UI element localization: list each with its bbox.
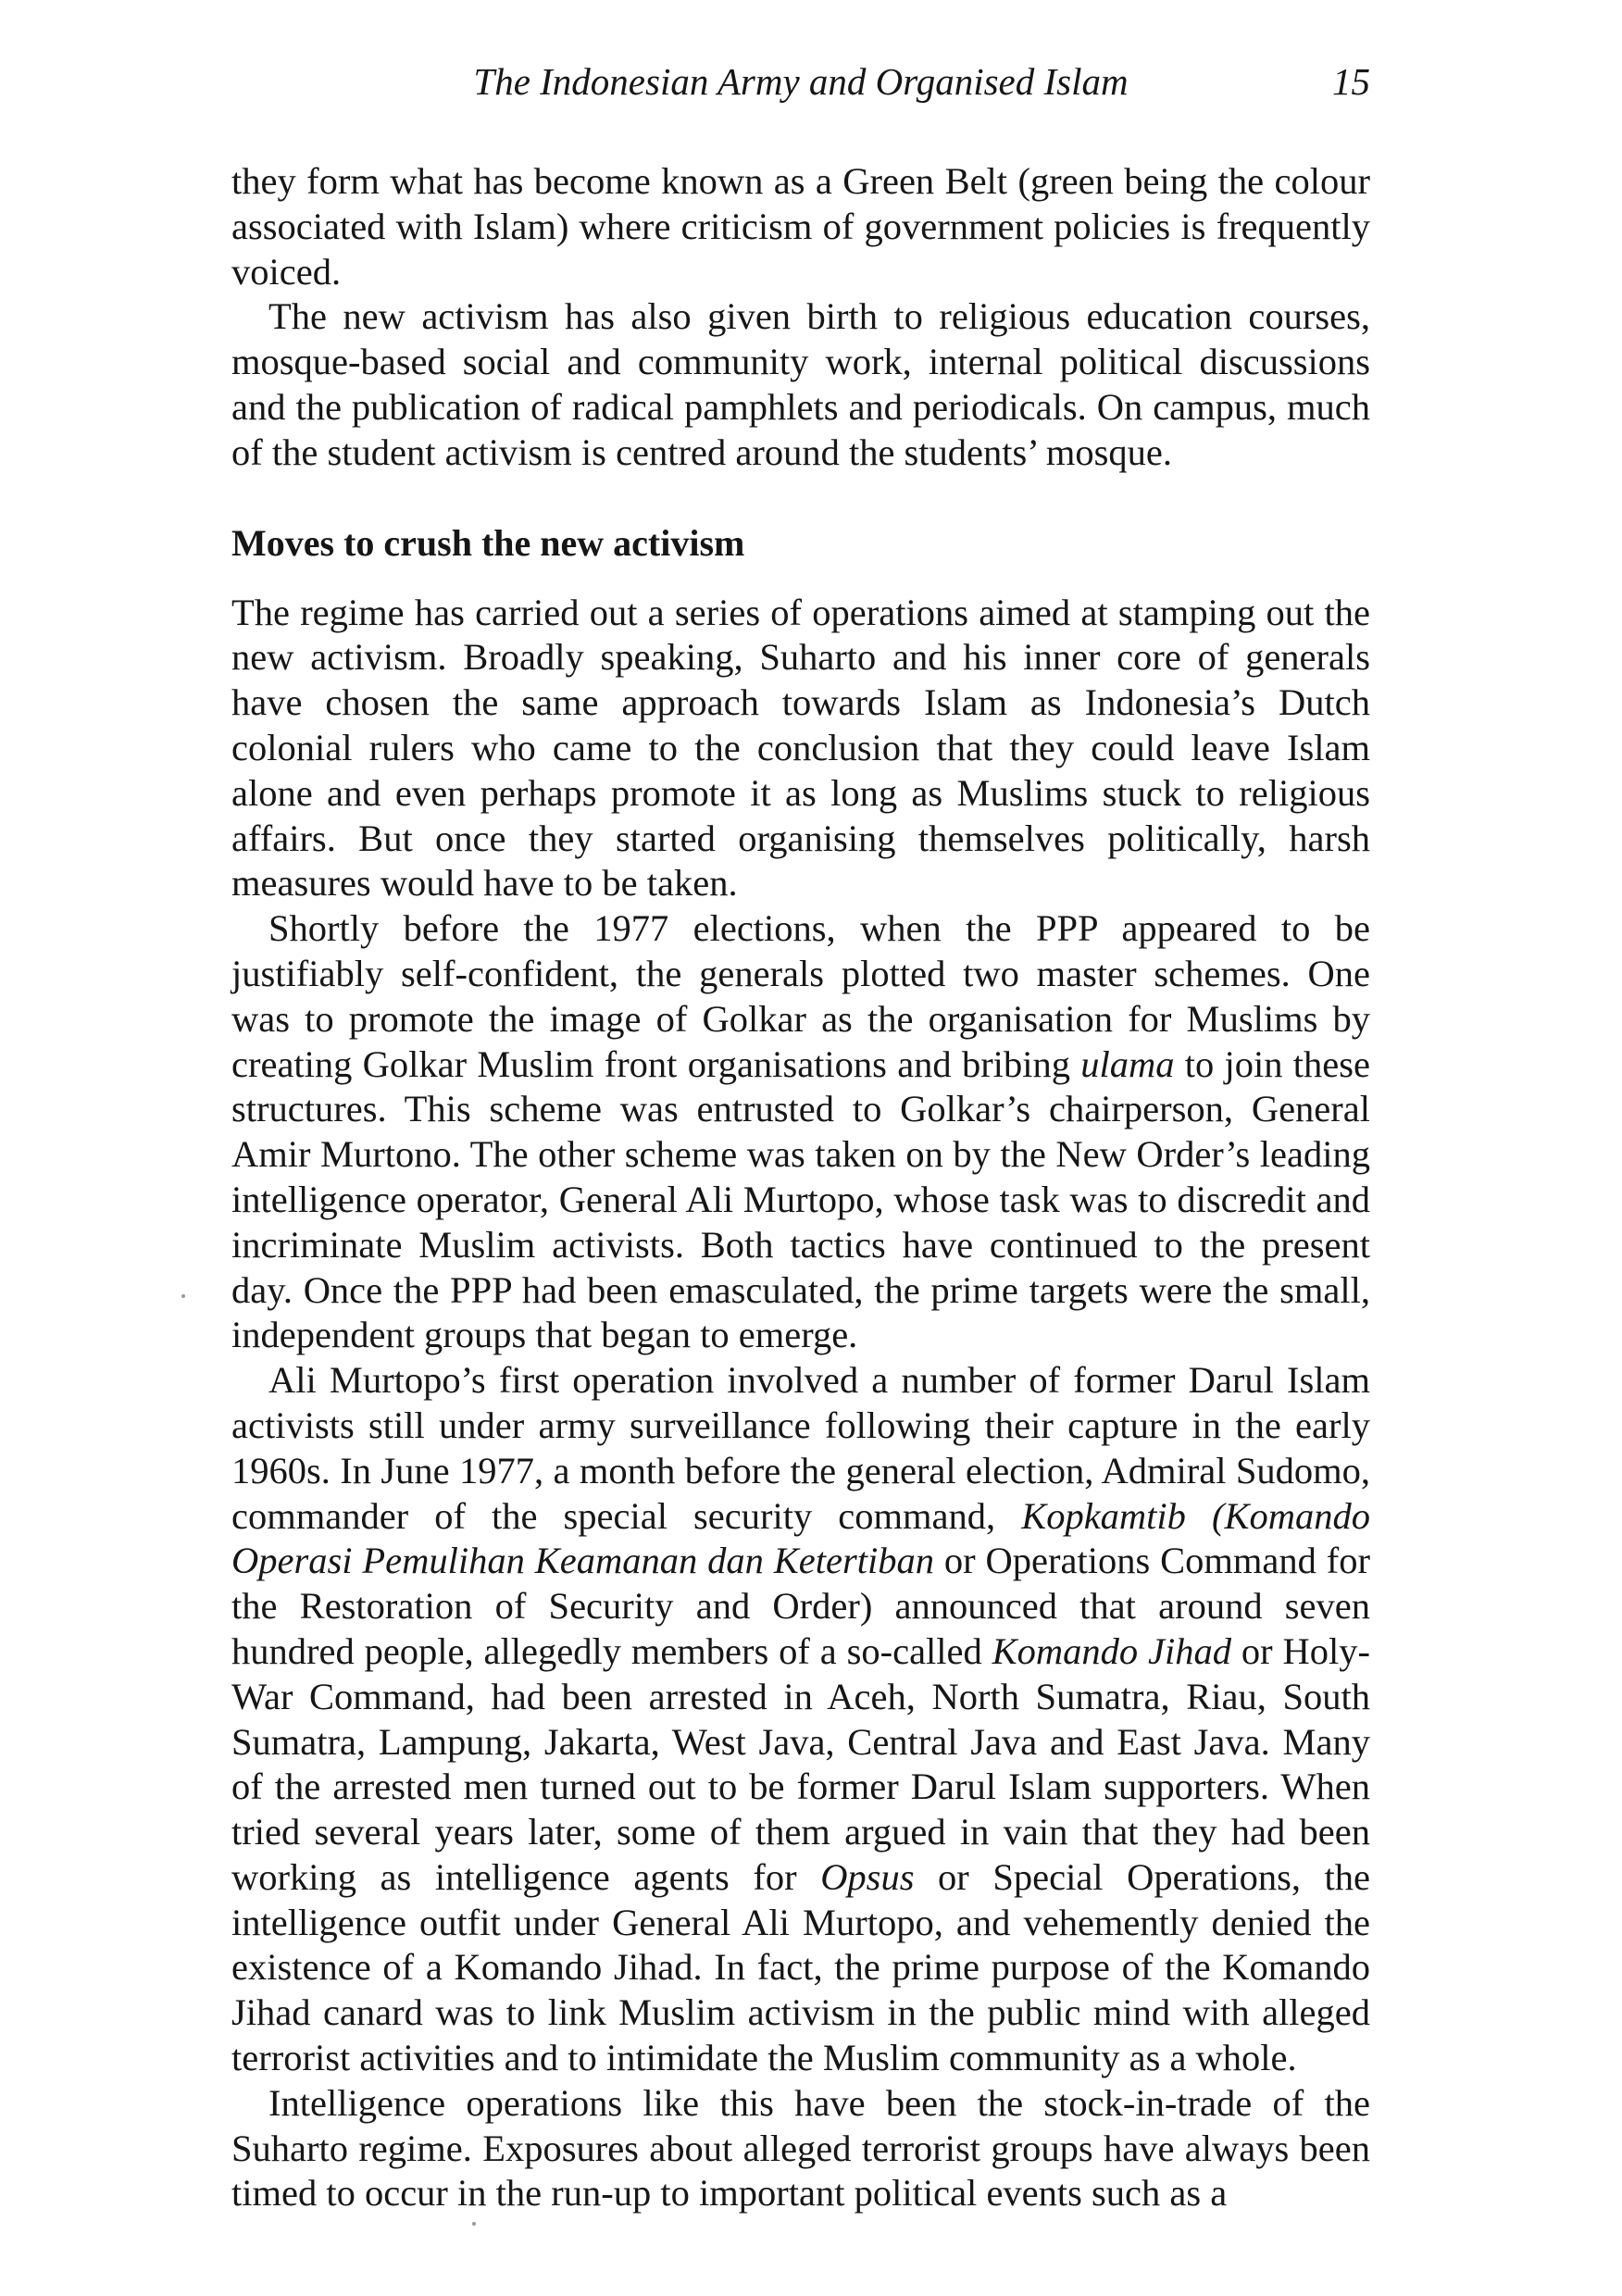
scan-speck [181,1294,185,1298]
paragraph-text: The regime has carried out a series of operations aimed at stamping out the new activism. Broadly speaking, Suharto and his inner core of generals have chosen the same approach towards Islam as Indonesia’s Dutch colonial rulers who came to the conclusion that they could leave Islam alone and even perhaps promote it as long as Muslims stuck to religious affairs. But once they started organising themselves politically, harsh measures would have to be taken. [231,591,1370,905]
paragraph-text: The new activism has also given birth to religious education courses, mosque-based social and community work, internal political discussions and the publication of radical pamphlets and periodicals. On campus, much of the student activism is centred around the students’ mosque. [231,295,1370,473]
italic-term: Komando Jihad [992,1629,1232,1672]
paragraph-text: Shortly before the 1977 elections, when the PPP appeared to be justifiably self-confident, the generals plotted two master schemes. One was to promote the image of Golkar as the organisation for Muslims by creating Golkar Muslim front organisations and bribing [231,907,1370,1085]
paragraph [231,2081,1370,2216]
paragraph-text: they form what has become known as a Green Belt (green being the colour associated with Islam) where criticism of government policies is frequently voiced. [231,160,1370,293]
paragraph-text: or Operations Command for the Restoration of Security and Order) announced that around seven hundred people, allegedly members of a so-called [231,1540,1370,1672]
paragraph-text: Ali Murtopo’s first operation involved a number of former Darul Islam activists still under army surveillance following their capture in the early 1960s. In June 1977, a month before the general election, Admiral Sudomo, commander of the special security command, [231,1359,1370,1537]
scan-speck [472,2222,476,2226]
italic-term: Kopkamtib (Komando Operasi Pemulihan Keamanan dan Ketertiban [231,1494,1370,1582]
paragraph-text: Intelligence operations like this have been the stock-in-trade of the Suharto regime. Exposures about alleged terrorist groups have always been timed to occur in the run-up to important political events such as a [231,2081,1370,2215]
running-head [231,54,1370,109]
italic-term: ulama [1080,1042,1175,1085]
body-text [231,159,1370,2216]
paragraph [231,906,1370,1358]
paragraph [231,294,1370,475]
italic-term: Opsus [820,1855,915,1898]
page-number: 15 [1332,60,1370,103]
running-head-title: The Indonesian Army and Organised Islam [473,60,1129,103]
paragraph [231,159,1370,294]
paragraph [231,1358,1370,2081]
paragraph [231,591,1370,907]
paragraph-text: or Holy-War Command, had been arrested in Aceh, North Sumatra, Riau, South Sumatra, Lampung, Jakarta, West Java, Central Java and East Java. Many of the arrested men turned out to be former Darul Islam supporters. When tried several years later, some of them argued in vain that they had been working as intelligence agents for [231,1629,1370,1898]
section-heading: Moves to crush the new activism [231,521,745,564]
paragraph-text: to join these structures. This scheme was entrusted to Golkar’s chairperson, General Amir Murtono. The other scheme was taken on by the New Order’s leading intelligence operator, General Ali Murtopo, whose task was to discredit and incriminate Muslim activists. Both tactics have continued to the present day. Once the PPP had been emasculated, the prime targets were the small, independent groups that began to emerge. [231,1042,1370,1356]
paragraph-text: or Special Operations, the intelligence outfit under General Ali Murtopo, and vehemently denied the existence of a Komando Jihad. In fact, the prime purpose of the Komando Jihad canard was to link Muslim activism in the public mind with alleged terrorist activities and to intimidate the Muslim community as a whole. [231,1855,1371,2079]
